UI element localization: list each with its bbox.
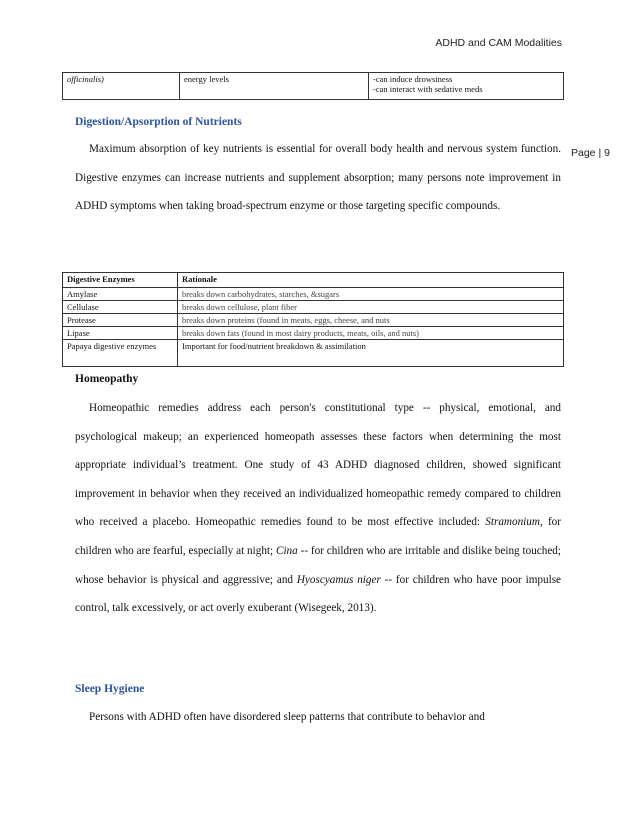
table-cell: breaks down cellulose, plant fiber bbox=[178, 301, 564, 314]
table-cell: Cellulase bbox=[63, 301, 178, 314]
paragraph-digestion: Maximum absorption of key nutrients is essential for overall body health and nervous system function. Digestive enzymes can increase nutrients and supplement absorption; many persons note improvement in ADHD symptoms when taking broad-spectrum enzyme or those targeting specific compounds. bbox=[75, 143, 561, 213]
remedy-cina: Cina bbox=[275, 544, 298, 557]
table-cell: Protease bbox=[63, 314, 178, 327]
table-header-row bbox=[63, 273, 564, 288]
paragraph-homeopathy: Homeopathic remedies address each person's constitutional type -- physical, emotional, and psychological makeup; an experienced homeopath assesses these factors when determining the most appropriate individual’s treatment. One study of 43 ADHD diagnosed children, showed significant improvement in behavior when they received an individualized homeopathic remedy compared to children who received a placebo. Homeopathic remedies found to be most effective included: Stramonium, for children who are fearful, especially at night; Cina -- for children who are irritable and dislike being touched; whose behavior is physical and aggressive; and Hyoscyamus niger -- for children who have poor impulse control, talk excessively, or act overly exuberant (Wisegeek, 2013). bbox=[75, 402, 562, 615]
table-row bbox=[63, 327, 564, 340]
table-row bbox=[63, 288, 564, 301]
remedy-stramonium: Stramonium, bbox=[485, 516, 543, 529]
table-row bbox=[63, 73, 564, 100]
table-cell: energy levels bbox=[180, 73, 369, 100]
table-row bbox=[63, 340, 564, 367]
table-cell: Amylase bbox=[63, 288, 178, 301]
remedy-hyoscyamus: Hyoscyamus niger bbox=[296, 573, 381, 586]
paragraph-sleep: Persons with ADHD often have disordered sleep patterns that contribute to behavior and bbox=[89, 711, 485, 723]
table-row bbox=[63, 301, 564, 314]
table-cell: Papaya digestive enzymes bbox=[63, 340, 178, 367]
running-header: ADHD and CAM Modalities bbox=[435, 37, 562, 49]
page-number: Page | 9 bbox=[571, 147, 610, 159]
section-heading-sleep: Sleep Hygiene bbox=[75, 683, 145, 695]
section-heading-homeopathy: Homeopathy bbox=[75, 373, 139, 385]
table-cell: officinalis) bbox=[63, 73, 180, 100]
table-cell: breaks down carbohydrates, starches, &sugars bbox=[178, 288, 564, 301]
table-cell: breaks down fats (found in most dairy products, meats, oils, and nuts) bbox=[178, 327, 564, 340]
table-header: Digestive Enzymes bbox=[63, 273, 178, 288]
section-heading-digestion: Digestion/Apsorption of Nutrients bbox=[75, 116, 242, 128]
table-cell: Lipase bbox=[63, 327, 178, 340]
table-cell: Important for food/nutrient breakdown & assimilation bbox=[178, 340, 564, 367]
table-cell: breaks down proteins (found in meats, eggs, cheese, and nuts bbox=[178, 314, 564, 327]
table-continued bbox=[62, 72, 564, 100]
table-row bbox=[63, 314, 564, 327]
table-header: Rationale bbox=[178, 273, 564, 288]
table-cell: -can induce drowsiness -can interact with sedative meds bbox=[369, 73, 564, 100]
enzymes-table bbox=[62, 272, 564, 367]
